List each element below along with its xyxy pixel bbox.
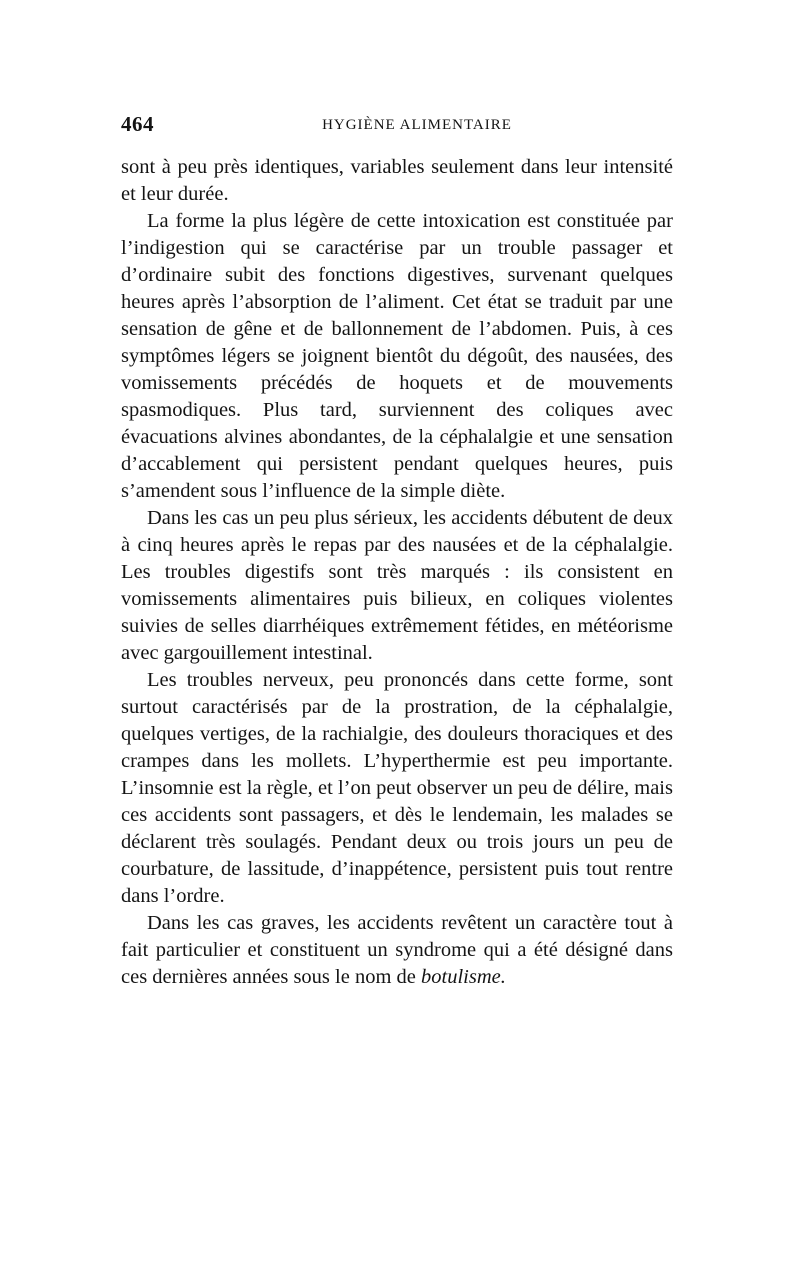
page-number: 464	[121, 112, 154, 136]
paragraph-nervous-troubles: Les troubles nerveux, peu prononcés dans cette forme, sont surtout caractérisés par de la prostration, de la céphalalgie, quelques vertiges, de la rachialgie, des douleurs thoraciques et des crampes dans les mollets. L’hyperthermie est peu importante. L’insomnie est la règle, et l’on peut observer un peu de délire, mais ces accidents sont passagers, et dès le lendemain, les malades se déclarent très soulagés. Pendant deux ou trois jours un peu de courbature, de lassitude, d’inappétence, persistent puis tout rentre dans l’ordre.	[121, 669, 673, 907]
paragraph-indigestion: La forme la plus légère de cette intoxication est constituée par l’indigestion qui se caractérise par un trouble passager et d’ordinaire subit des fonctions digestives, survenant quelques heures après l’absorption de l’aliment. Cet état se traduit par une sensation de gêne et de ballonnement de l’abdomen. Puis, à ces symptômes légers se joignent bientôt du dégoût, des nausées, des vomissements précédés de hoquets et de mouvements spasmodiques. Plus tard, surviennent des coliques avec évacuations alvines abondantes, de la céphalalgie et une sensation d’accablement qui persistent pendant quelques heures, puis s’amendent sous l’influence de la simple diète.	[121, 210, 673, 502]
paragraph-continuation: sont à peu près identiques, variables seulement dans leur intensité et leur durée.	[121, 156, 673, 205]
paragraph-grave-cases-text: Dans les cas graves, les accidents revêtent un caractère tout à fait particulier et constituent un syndrome qui a été désigné dans ces dernières années sous le nom de	[121, 912, 673, 988]
botulisme-term: botulisme.	[421, 966, 506, 988]
paragraph-grave-cases	[121, 910, 673, 991]
body-text	[121, 154, 673, 991]
paragraph-serious-cases: Dans les cas un peu plus sérieux, les accidents débutent de deux à cinq heures après le repas par des nausées et de la céphalalgie. Les troubles digestifs sont très marqués : ils consistent en vomissements alimentaires puis bilieux, en coliques violentes suivies de selles diarrhéiques extrêmement fétides, en météorisme avec gargouillement intestinal.	[121, 507, 673, 664]
book-page	[121, 112, 673, 991]
running-title: HYGIÈNE ALIMENTAIRE	[322, 117, 512, 133]
running-head	[121, 112, 673, 142]
